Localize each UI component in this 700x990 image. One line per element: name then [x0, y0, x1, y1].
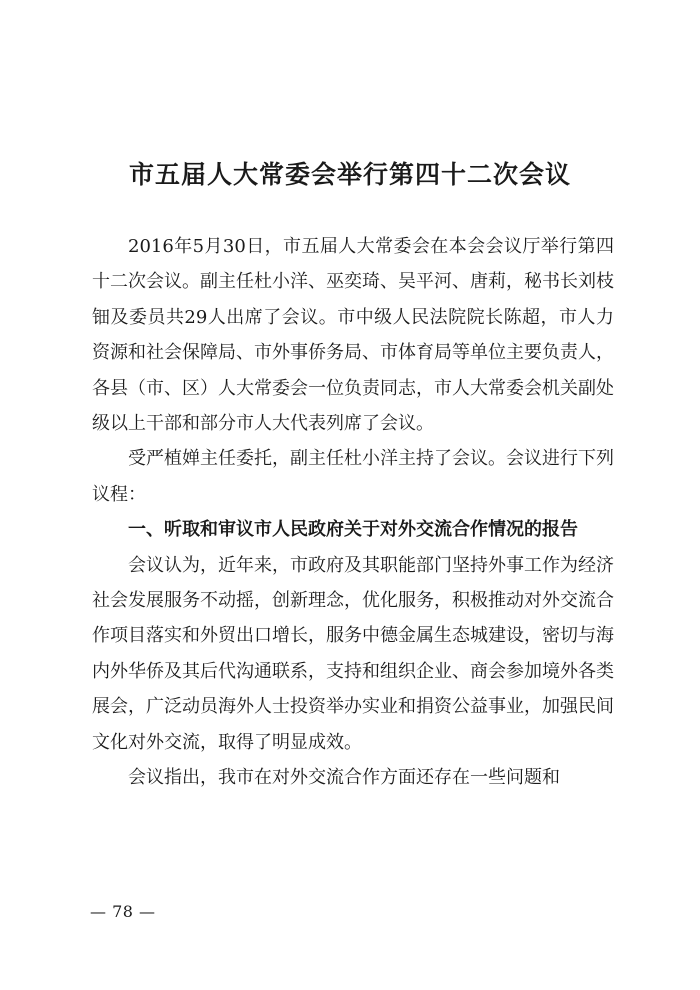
article-body [92, 229, 614, 796]
paragraph-meeting-issues: 会议指出，我市在对外交流合作方面还存在一些问题和 [128, 767, 560, 789]
paragraph-agenda-intro: 受严植婵主任委托，副主任杜小洋主持了会议。会议进行下列议程： [92, 448, 614, 505]
paragraph-meeting-intro: 2016年5月30日，市五届人大常委会在本会会议厅举行第四十二次会议。副主任杜小洋、巫奕琦、吴平河、唐莉，秘书长刘枝钿及委员共29人出席了会议。市中级人民法院院长陈超，市人力资源和社会保障局、市外事侨务局、市体育局等单位主要负责人，各县（市、区）人大常委会一位负责同志，市人大常委会机关副处级以上干部和部分市人大代表列席了会议。 [92, 236, 614, 435]
section-heading-foreign-exchange: 一、听取和审议市人民政府关于对外交流合作情况的报告 [128, 519, 578, 541]
page-number: — 78 — [90, 902, 156, 921]
paragraph-meeting-opinion: 会议认为，近年来，市政府及其职能部门坚持外事工作为经济社会发展服务不动摇，创新理念，优化服务，积极推动对外交流合作项目落实和外贸出口增长，服务中德金属生态城建设，密切与海内外华侨及其后代沟通联系，支持和组织企业、商会参加境外各类展会，广泛动员海外人士投资举办实业和捐资公益事业，加强民间文化对外交流，取得了明显成效。 [92, 554, 614, 753]
page-title: 市五届人大常委会举行第四十二次会议 [128, 160, 571, 189]
